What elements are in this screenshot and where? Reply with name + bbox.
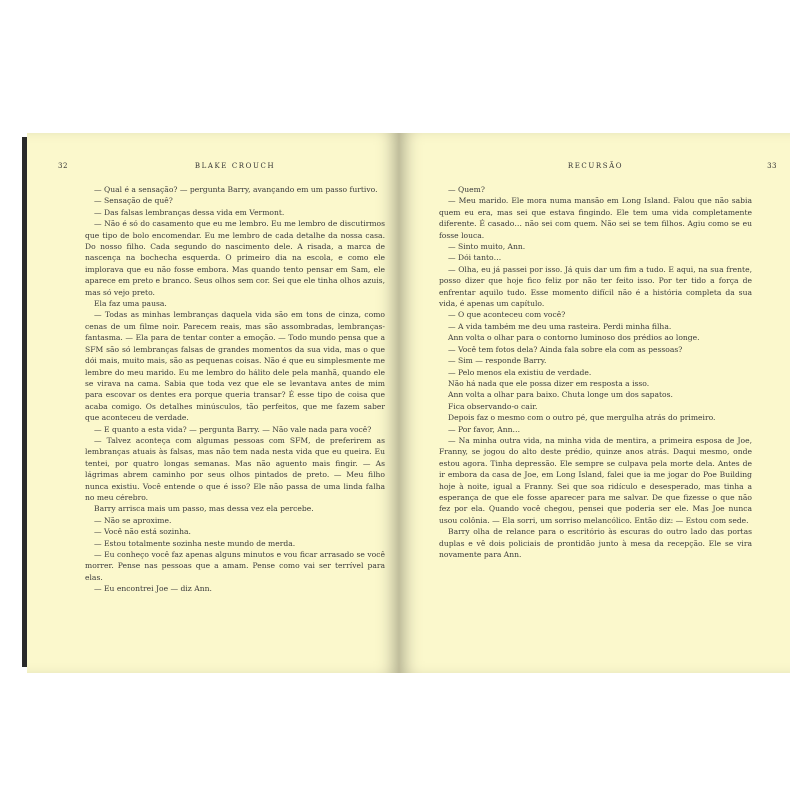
paragraph: — Pelo menos ela existiu de verdade. (448, 367, 592, 377)
paragraph: Ela faz uma pausa. (94, 299, 167, 309)
open-book (22, 133, 780, 673)
paragraph: — Não é só do casamento que eu me lembro. Eu me lembro de discutirmos que tipo de bolo encomendar. Eu me lembro de cada detalhe da nossa casa. Do nosso filho. Cada segundo do nascimento dele. A risada, a marca de nascença na bochecha esquerda. O primeiro dia na escola, e como ele implorava que eu não fosse embora. Mas quando tento pensar em Sam, ele aparece em preto e branco. Seus olhos sem cor. Sei que ele tinha olhos azuis, mas só vejo preto. (85, 219, 385, 297)
left-page-number: 32 (58, 162, 68, 170)
paragraph: — Por favor, Ann… (448, 424, 521, 434)
paragraph: — Meu marido. Ele mora numa mansão em Long Island. Falou que não sabia quem eu era, mas sei que estava fingindo. Ele tem uma vida completamente diferente. É casado… não sei com quem. Não sei se tem filhos. Agiu como se eu fosse louca. (439, 196, 752, 240)
paragraph: — Eu conheço você faz apenas alguns minutos e vou ficar arrasado se você morrer. Pense nas pessoas que a amam. Pense como vai ser terrível para elas. (85, 550, 385, 582)
paragraph: — Sim — responde Barry. (448, 356, 547, 366)
right-page-text (439, 184, 752, 560)
paragraph: Ann volta a olhar para baixo. Chuta longe um dos sapatos. (448, 390, 673, 400)
left-page (27, 133, 399, 673)
left-running-head: BLAKE CROUCH (194, 162, 276, 170)
paragraph: Fica observando-o cair. (448, 401, 538, 411)
paragraph: — Estou totalmente sozinha neste mundo de merda. (94, 538, 296, 548)
paragraph: — Não se aproxime. (94, 515, 172, 525)
paragraph: — Sensação de quê? (94, 196, 173, 206)
paragraph: — Das falsas lembranças dessa vida em Vermont. (94, 207, 285, 217)
right-page (399, 133, 790, 673)
paragraph: Depois faz o mesmo com o outro pé, que mergulha atrás do primeiro. (448, 413, 716, 423)
paragraph: Barry olha de relance para o escritório às escuras do outro lado das portas duplas e vê dois policiais de prontidão junto à mesa da recepção. Ele se vira novamente para Ann. (439, 527, 752, 559)
paragraph: — E quanto a esta vida? — pergunta Barry. — Não vale nada para você? (94, 424, 372, 434)
paragraph: — Todas as minhas lembranças daquela vida são em tons de cinza, como cenas de um filme noir. Parecem reais, mas são assombradas, lembranças-fantasma. — Ela para de tentar conter a emoção. — Todo mundo pensa que a SFM são só lembranças falsas de grandes momentos da sua vida, mas o que dói mais, muito mais, são as pequenas coisas. Não é que eu simplesmente me lembre do meu marido. Eu me lembro do hálito dele pela manhã, quando ele se virava na cama. Sabia que toda vez que ele se levantava antes de mim para escovar os dentes era porque queria transar? É esse tipo de coisa que acaba comigo. Os detalhes minúsculos, tão perfeitos, que me fazem saber que aconteceu de verdade. (85, 310, 385, 423)
paragraph: — Eu encontrei Joe — diz Ann. (94, 584, 212, 594)
paragraph: — Quem? (448, 185, 485, 194)
paragraph: — Você não está sozinha. (94, 527, 191, 537)
paragraph: Não há nada que ele possa dizer em resposta a isso. (448, 378, 650, 388)
right-page-number: 33 (767, 162, 777, 170)
paragraph: — Você tem fotos dela? Ainda fala sobre ela com as pessoas? (448, 344, 683, 354)
paragraph: — Qual é a sensação? — pergunta Barry, avançando em um passo furtivo. (94, 185, 378, 194)
left-page-text (85, 184, 385, 595)
paragraph: — Na minha outra vida, na minha vida de mentira, a primeira esposa de Joe, Franny, se jogou do alto deste prédio, quinze anos atrás. Daqui mesmo, onde estou agora. Tinha depressão. Ele sempre se culpava pela morte dela. Antes de ir embora da casa de Joe, em Long Island, falei que ia me jogar do Poe Building hoje à noite, igual a Franny. Sei que soa ridículo e desesperado, mas tinha a esperança de que ele fosse aparecer para me salvar. De que fizesse o que não fez por ela. Quando você chegou, pensei que poderia ser ele. Mas Joe nunca usou colônia. — Ela sorri, um sorriso melancólico. Então diz: — Estou com sede. (439, 435, 752, 525)
left-page-header (58, 162, 385, 184)
paragraph: — Sinto muito, Ann. (448, 242, 526, 252)
right-page-header (439, 162, 777, 184)
paragraph: — Dói tanto… (448, 253, 502, 263)
paragraph: — A vida também me deu uma rasteira. Perdi minha filha. (448, 321, 672, 331)
paragraph: Ann volta o olhar para o contorno luminoso dos prédios ao longe. (448, 333, 700, 343)
paragraph: — Talvez aconteça com algumas pessoas com SFM, de preferirem as lembranças atuais às falsas, mas não tem nada nesta vida que eu queira. Eu tentei, por quatro longas semanas. Mas não aguento mais fingir. — As lágrimas abrem caminho por seus olhos pintados de preto. — Meu filho nunca existiu. Você entende o que é isso? Ele não passa de uma linda falha no meu cérebro. (85, 435, 385, 502)
paragraph: — Olha, eu já passei por isso. Já quis dar um fim a tudo. E aqui, na sua frente, posso dizer que hoje fico feliz por não ter feito isso. Por ter tido a força de enfrentar aquilo tudo. Esse momento difícil não é a história completa da sua vida, é apenas um capítulo. (439, 264, 752, 309)
right-running-head: RECURSÃO (567, 162, 624, 170)
paragraph: — O que aconteceu com você? (448, 310, 566, 320)
paragraph: Barry arrisca mais um passo, mas dessa vez ela percebe. (94, 504, 314, 514)
